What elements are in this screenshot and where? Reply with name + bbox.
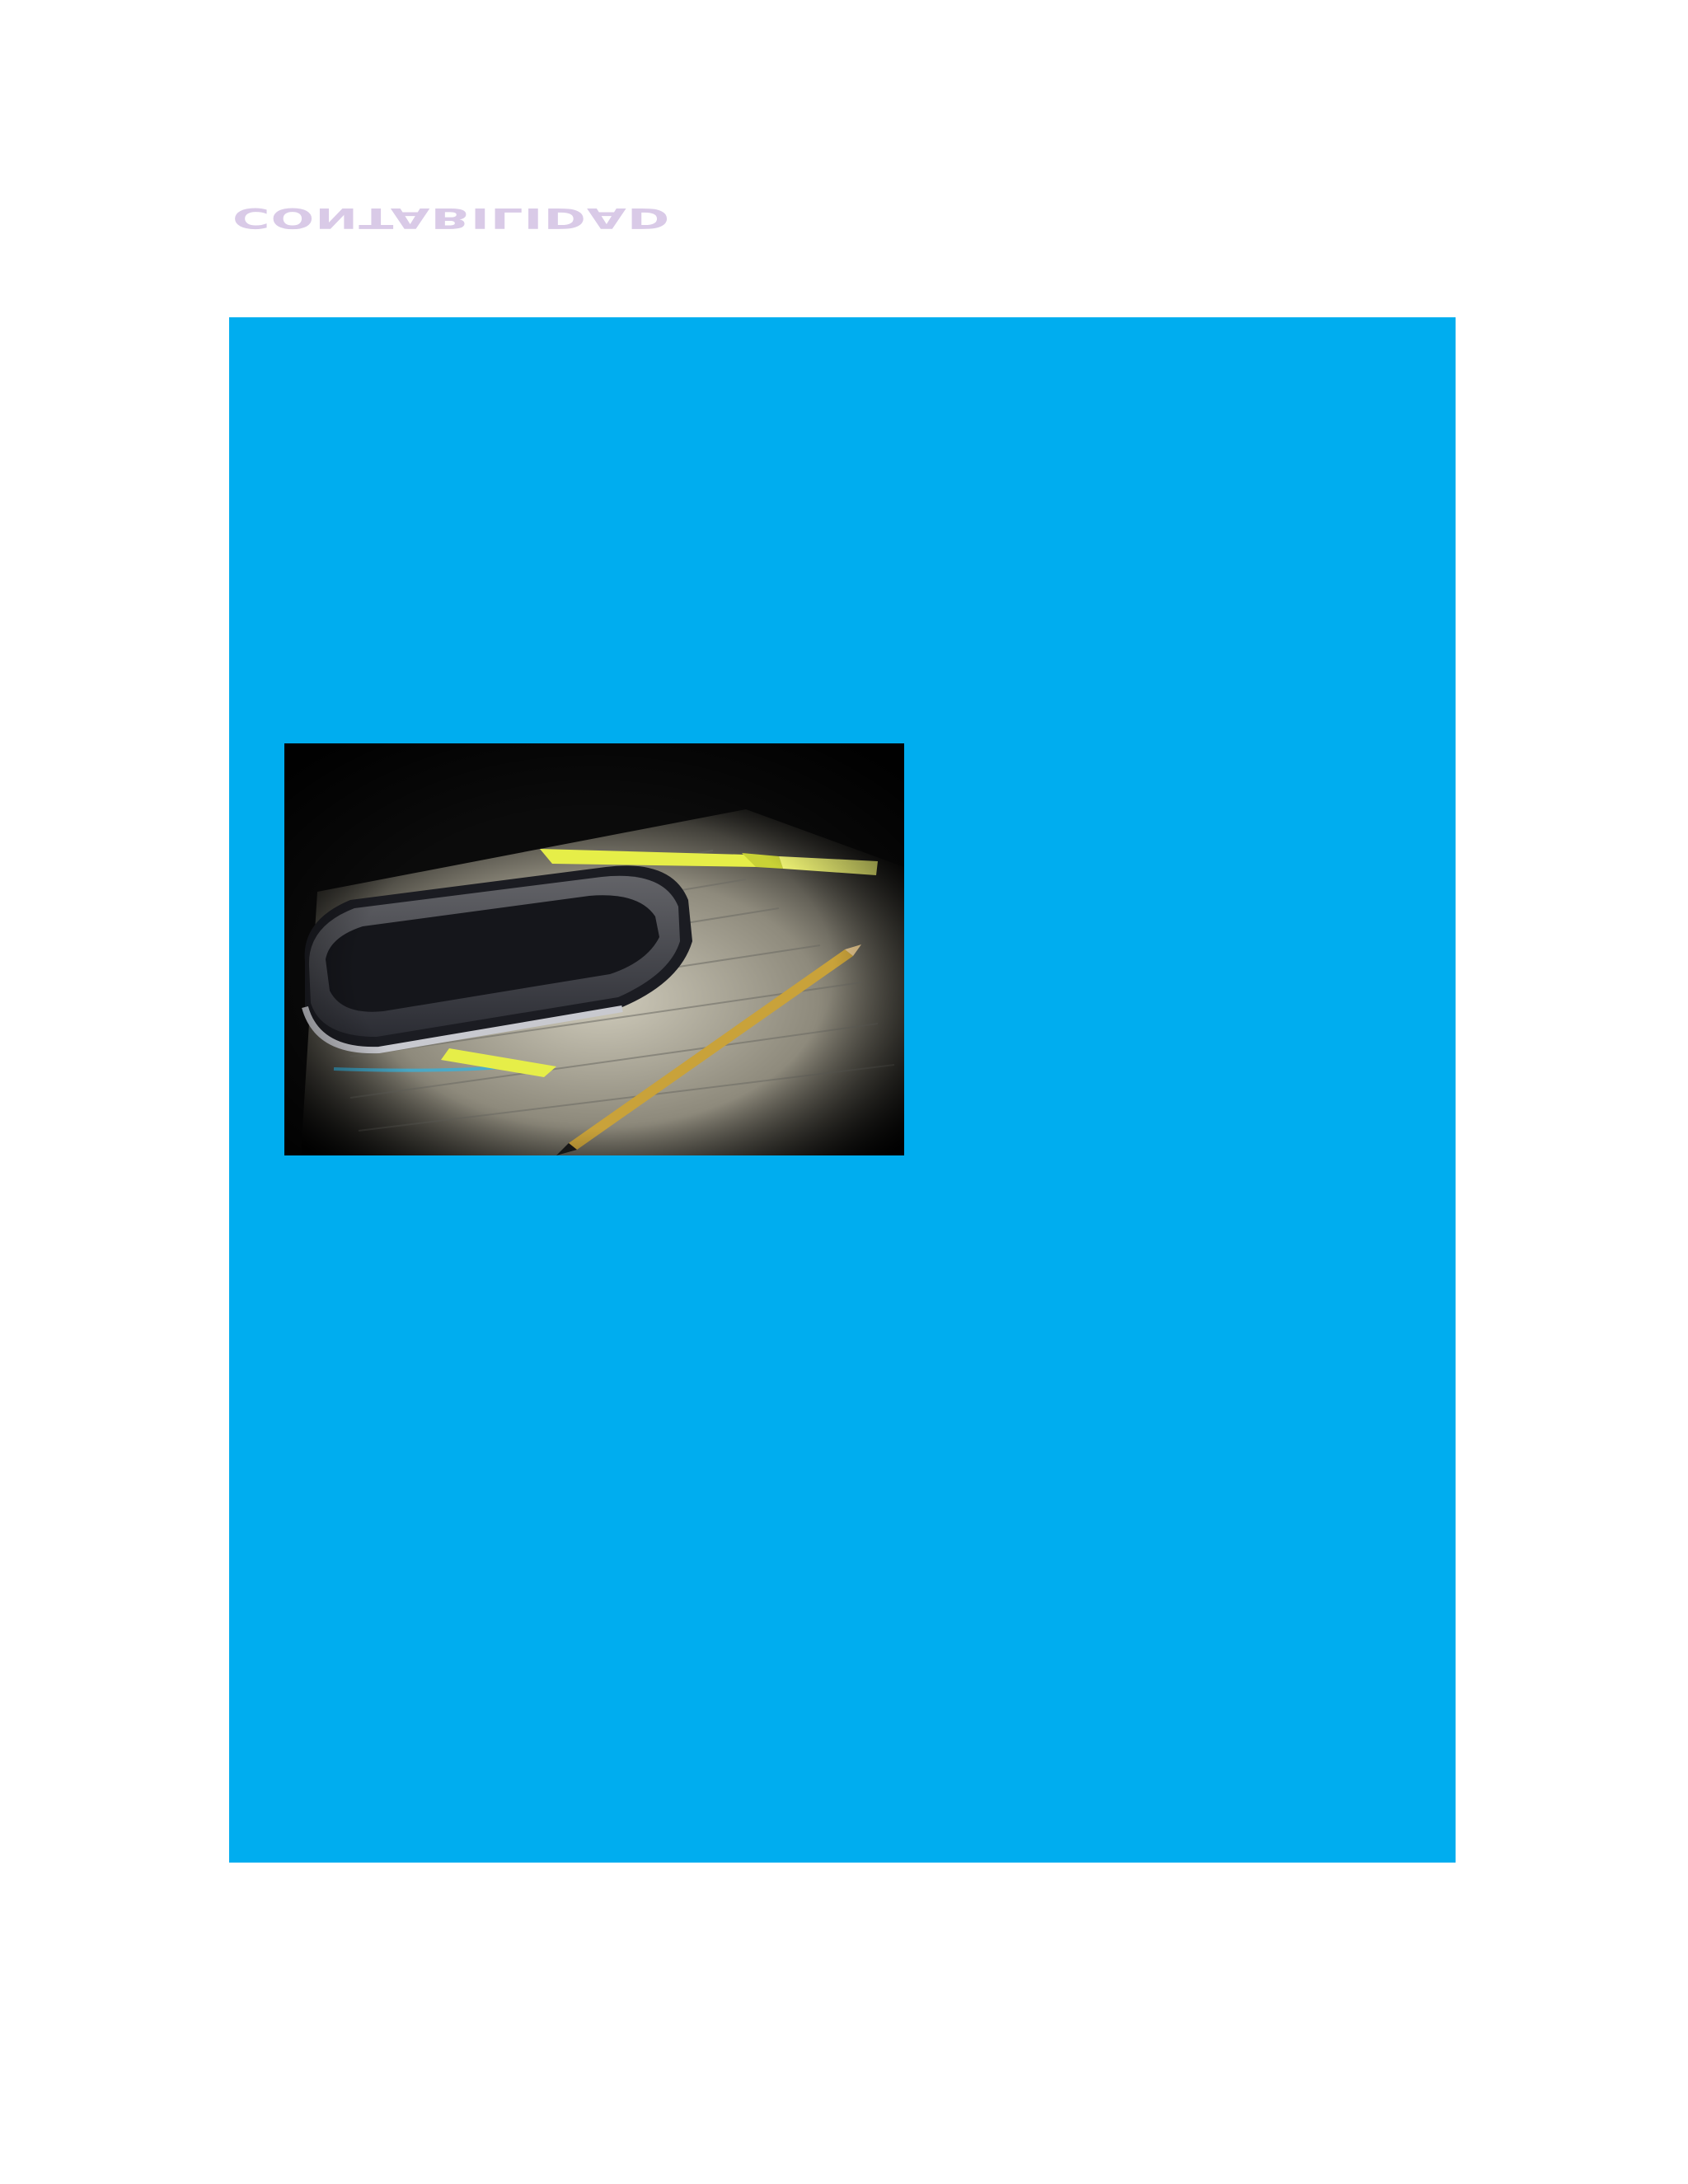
flower-border-top [66,64,1624,97]
flower-border-right [1591,64,1624,2126]
flower-border-left [66,64,99,2126]
title-reflection: CONTABILIDAD [232,201,671,235]
flower-border-bottom [66,2093,1624,2126]
title-block [232,201,727,323]
calculator-photo [284,743,904,1155]
paragraph-history [234,1292,1447,1358]
